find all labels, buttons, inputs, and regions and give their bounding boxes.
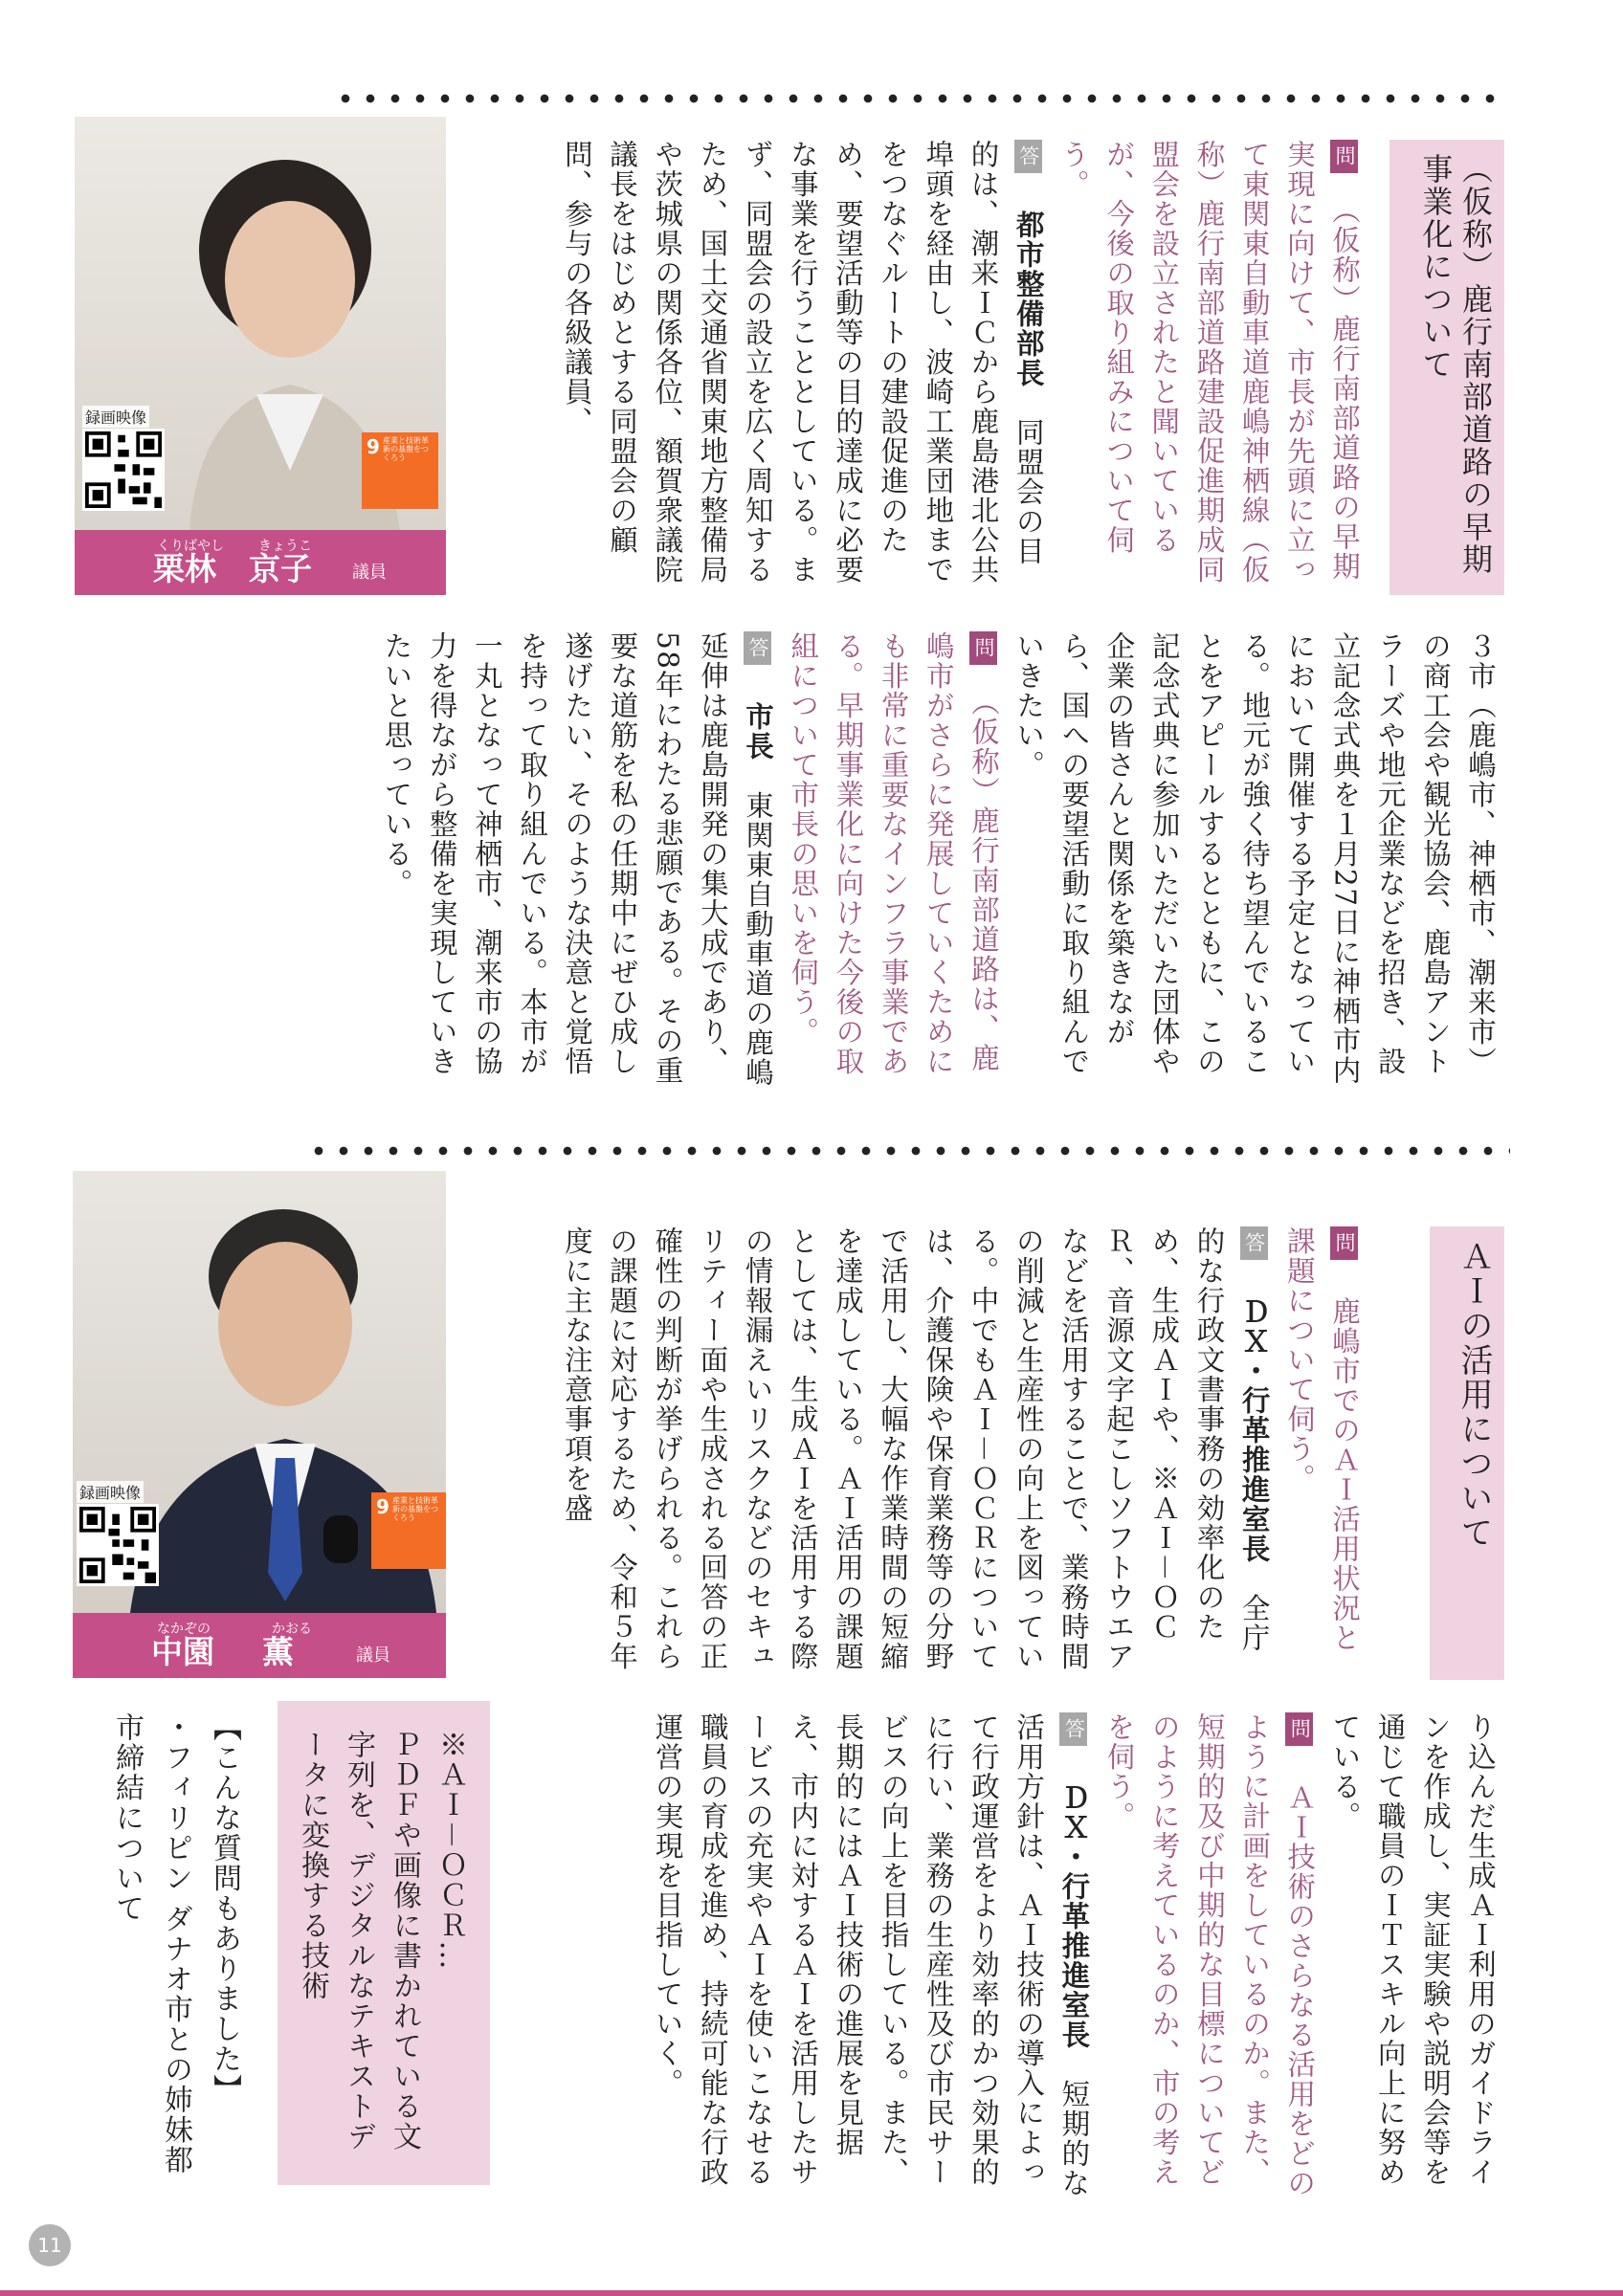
- answer-paragraph: [644, 1712, 1096, 2210]
- body-paragraph: [1322, 1712, 1502, 2210]
- bottom-rule: [0, 2290, 1623, 2296]
- section1-title: （仮称）鹿行南部道路の早期事業化について: [1390, 140, 1504, 595]
- member-photo-nakazono: [73, 1171, 446, 1613]
- divider-dots-middle: [306, 1144, 1510, 1158]
- qr-code-icon[interactable]: [82, 429, 165, 511]
- paragraph-text: （仮称）鹿行南部道路の早期実現に向けて、市長が先頭に立って東関東自動車道鹿嶋神栖線（仮称）鹿行南部道路建設促進期成同盟会を設立されたと聞いているが、今後の取り組みについて伺う。: [1056, 140, 1361, 585]
- answer-speaker: ＤＸ・行革推進室長: [1057, 1782, 1091, 2050]
- page-number: 11: [29, 2224, 71, 2266]
- sdg-goal-9-badge: 9 産業と技術革新の基盤をつくろう: [362, 432, 438, 509]
- question-badge: 問: [1330, 140, 1358, 173]
- answer-speaker: 都市整備部長: [1012, 210, 1045, 388]
- answer-speaker: 市長: [742, 701, 774, 762]
- paragraph-text: （仮称）鹿行南部道路は、鹿嶋市がさらに発展していくためにも非常に重要なインフラ事業である。早期事業化に向けた今後の取組について市長の思いを伺う。: [787, 631, 1000, 1076]
- member-photo-kuribayashi: [75, 117, 446, 530]
- paragraph-text: り込んだ生成ＡＩ利用のガイドラインを作成し、実証実験や説明会等を通じて職員のＩＴスキル向上に努めている。: [1328, 1712, 1497, 2187]
- body-paragraph: [1006, 631, 1502, 1091]
- section1-column-lower: [144, 631, 1502, 1091]
- footnote-text: ＰＤＦや画像に書かれている文字列を、デジタルなテキストデータに変換する技術: [296, 1730, 421, 2152]
- answer-paragraph: [554, 1226, 1277, 1682]
- footnote-term: ※ＡＩ－ＯＣＲ…: [434, 1730, 467, 1971]
- paragraph-text: 鹿嶋市でのＡＩ活用状況と課題について伺う。: [1282, 1226, 1361, 1653]
- answer-badge: 答: [744, 631, 771, 665]
- video-label: 録画映像: [77, 1481, 144, 1503]
- question-paragraph: [1051, 140, 1367, 595]
- answer-paragraph: [554, 140, 1051, 595]
- section2-column-upper: [477, 1226, 1367, 1682]
- answer-paragraph: [373, 631, 780, 1091]
- answer-badge: 答: [1240, 1226, 1268, 1260]
- question-badge: 問: [1285, 1712, 1313, 1746]
- section2-title: ＡＩの活用について: [1430, 1226, 1504, 1680]
- paragraph-text: 同盟会の目的は、潮来ＩＣから鹿島港北公共埠頭を経由し、波崎工業団地までをつなぐルートの建設促進のため、要望活動等の目的達成に必要な事業を行うこととしている。まず、同盟会の設立を広く周知するため、国土交通省関東地方整備局や茨城県の関係各位、額賀衆議院議長をはじめとする同盟会の顧問、参与の各級議員、: [560, 140, 1045, 585]
- member-nameplate-nakazono: なかぞの かおる 中園 薫 議員: [73, 1613, 446, 1678]
- paragraph-text: ３市（鹿嶋市、神栖市、潮来市）の商工会や観光協会、鹿島アントラーズや地元企業などを招き、設立記念式典を１月27日に神栖市内において開催する予定となっている。地元が強く待ち望んでいることをアピールするとともに、この記念式典に参加いただいた団体や企業の皆さんと関係を築きながら、国への要望活動に取り組んでいきたい。: [1012, 631, 1497, 1086]
- other-questions: [96, 1712, 249, 2191]
- paragraph-text: 東関東自動車道の鹿嶋延伸は鹿島開発の集大成であり、58年にわたる悲願である。その重要な道筋を私の任期中にぜひ成し遂げたい、そのような決意と覚悟を持って取り組んでいる。本市が一丸となって神栖市、潮来市の協力を得ながら整備を実現していきたいと思っている。: [380, 631, 774, 1088]
- answer-badge: 答: [1014, 140, 1042, 173]
- section2-column-lower: [507, 1712, 1502, 2210]
- video-label: 録画映像: [82, 406, 149, 428]
- paragraph-text: 短期的な活用方針は、ＡＩ技術の導入によって行政運営をより効率的かつ効果的に行い、業務の生産性及び市民サービスの向上を目指している。また、長期的にはＡＩ技術の進展を見据え、市内に対するＡＩを活用したサービスの充実やＡＩを使いこなせる職員の育成を進め、持続可能な行政運営の実現を目指していく。: [651, 1712, 1091, 2198]
- member-nameplate-kuribayashi: くりばやし きょうこ 栗林 京子 議員: [75, 530, 446, 595]
- answer-badge: 答: [1059, 1712, 1087, 1746]
- divider-dots-top: [333, 92, 1510, 105]
- question-paragraph: [1277, 1226, 1367, 1682]
- question-badge: 問: [1330, 1226, 1358, 1260]
- other-question-item: ・フィリピン ダナオ市との姉妹都市締結について: [110, 1712, 192, 2175]
- section1-column-upper: [477, 140, 1367, 595]
- question-paragraph: [1096, 1712, 1322, 2210]
- answer-speaker: ＤＸ・行革推進室長: [1237, 1296, 1271, 1564]
- question-paragraph: [780, 631, 1006, 1091]
- footnote-ai-ocr: [278, 1701, 490, 2185]
- other-questions-heading: 【こんな質問もありました】: [208, 1712, 241, 2105]
- sdg-goal-9-badge: 9 産業と技術革新の基盤をつくろう: [371, 1492, 446, 1569]
- qr-code-icon[interactable]: [77, 1504, 159, 1586]
- question-badge: 問: [969, 631, 997, 665]
- paragraph-text: ＡＩ技術のさらなる活用をどのように計画をしているのか。また、短期的及び中期的な目標についてどのように考えているのか、市の考えを伺う。: [1102, 1712, 1317, 2198]
- paragraph-text: 全庁的な行政文書事務の効率化のため、生成ＡＩや、※ＡＩ－ＯＣＲ、音源文字起こしソフトウエアなどを活用することで、業務時間の削減と生産性の向上を図っている。中でもＡＩ－ＯＣＲについては、介護保険や保育業務等の分野で活用し、大幅な作業時間の短縮を達成している。ＡＩ活用の課題としては、生成ＡＩを活用する際の情報漏えいリスクなどのセキュリティー面や生成される回答の正確性の判断が挙げられる。これらの課題に対応するため、令和５年度に主な注意事項を盛: [560, 1226, 1271, 1671]
